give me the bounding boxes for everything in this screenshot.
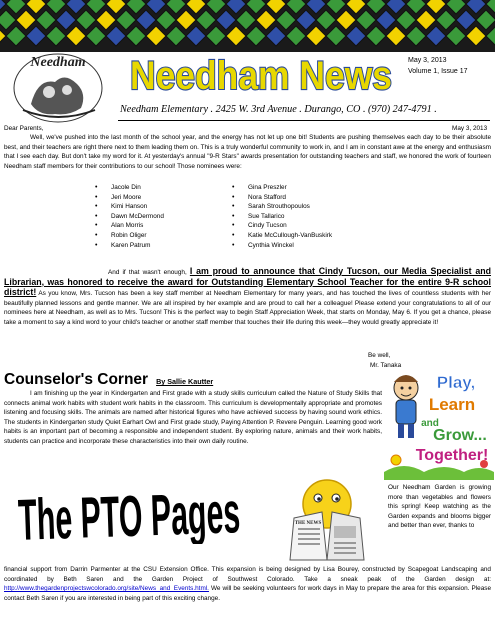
border-diamond (86, 26, 106, 46)
border-diamond (206, 26, 226, 46)
counselor-body (4, 389, 382, 447)
border-diamond (146, 26, 166, 46)
border-diamond (36, 10, 56, 30)
nominee-item: • Jeri Moore (95, 193, 164, 203)
border-diamond (416, 10, 436, 30)
border-diamond (6, 26, 26, 46)
garden-body-start: financial support from Darrin Parmenter at the CSU Extension Office. This expansion is being designed by Lisa Bourey, constructed by Scapegoat Landscaping and coordinated by Beth Saren and the Garden Project of Southwest Colorado. Take a sneak peak of the Garden design at: (4, 566, 491, 583)
border-diamond (106, 26, 126, 46)
border-diamond (286, 26, 306, 46)
border-diamond (166, 26, 186, 46)
border-diamond (196, 10, 216, 30)
nominee-item: • Robin Oliger (95, 231, 164, 241)
garden-body (4, 565, 491, 603)
nominee-item: • Karen Patrum (95, 241, 164, 251)
school-logo (3, 46, 115, 126)
border-diamond (46, 0, 66, 14)
together-word: Together! (415, 447, 489, 464)
border-diamond (276, 10, 296, 30)
issue-date: May 3, 2013 (408, 57, 447, 64)
border-diamond (346, 0, 366, 14)
border-diamond (406, 0, 426, 14)
nominee-item: • Alan Morris (95, 221, 164, 231)
border-diamond (76, 10, 96, 30)
border-diamond (326, 0, 346, 14)
header-diamond-border (0, 0, 495, 52)
border-diamond (426, 26, 446, 46)
nominee-item: • Dawn McDermond (95, 212, 164, 222)
border-diamond (376, 10, 396, 30)
border-diamond (136, 10, 156, 30)
nominee-item: • Jacole Din (95, 183, 164, 193)
border-diamond (406, 26, 426, 46)
nominees-list-left (95, 183, 164, 250)
letter-award-paragraph (4, 267, 491, 328)
and-word: and (421, 418, 439, 429)
border-diamond (346, 26, 366, 46)
border-diamond (176, 10, 196, 30)
border-diamond (46, 26, 66, 46)
nominee-item: • Cindy Tucson (232, 221, 332, 231)
border-diamond (386, 26, 406, 46)
border-diamond (226, 26, 246, 46)
nominee-item: • Katie McCullough-VanBuskirk (232, 231, 332, 241)
garden-design-link[interactable]: http://www.thegardenprojectswcolorado.org/site/News_and_Events.html. (4, 585, 209, 593)
award-body: As you know, Mrs. Tucson has been a key staff member at Needham Elementary for many years, and has touched the lives of countless students with her beautifully planned lessons and gentle manner. We are all inspired by her example and are proud to call her a colleague! Please extend your congratulations to all of our nominees here at Needham, as well as to Mrs. Tucson! This is the perfect way to begin Staff Appreciation Week, that starts on Monday, May 6. If you get a chance, please take a moment to say a kind word to your child's teacher or another staff member that touches their life during this week—they would greatly appreciate it! (4, 290, 491, 326)
border-diamond (236, 10, 256, 30)
nominees-list-right (232, 183, 332, 250)
garden-body-end: We will be seeking volunteers for work days in May to prepare the area for this expansion. Please contact Beth Saren if you are interested in being part of this exciting change. (4, 585, 491, 602)
border-diamond (336, 10, 356, 30)
border-diamond (446, 0, 466, 14)
counselor-title: Counselor's Corner (4, 371, 149, 388)
border-diamond (306, 0, 326, 14)
border-diamond (296, 10, 316, 30)
learn-word: Learn (428, 395, 476, 414)
border-diamond (286, 0, 306, 14)
issue-volume: Volume 1, Issue 17 (408, 68, 468, 75)
issue-info (408, 55, 494, 77)
border-diamond (256, 10, 276, 30)
border-diamond (156, 10, 176, 30)
play-word: Play, (436, 373, 476, 392)
signature: Mr. Tanaka (370, 361, 402, 369)
border-diamond (426, 0, 446, 14)
counselor-body-text: I am finishing up the year in Kindergarten and First grade with a study skills curriculum called the Nature of Study Skills that connects animal work habits with student work habits in the classroom. This curriculum is developmentally appropriate and promotes listening and focusing skills. The animals are named after historical figures who have achieved success by having sound work ethics. The students in Kindergarten study Quiet Earhart Owl and First grade study, Paying Attention P. Revere Penguin. Learning good work habits is an important part of becoming a responsible and independent student. By exploring nature, animals and their work habits, students can practice and incorporate these characteristics into their own daily routine. (4, 390, 382, 445)
border-diamond (186, 0, 206, 14)
border-diamond (436, 10, 456, 30)
award-lead-in: And if that wasn't enough, (108, 269, 190, 276)
letter-date: May 3, 2013 (452, 125, 488, 132)
border-diamond (86, 0, 106, 14)
newspaper-reader-illustration (272, 478, 382, 566)
header-divider (118, 120, 490, 121)
letter-intro-text: Well, we've pushed into the last month of the school year, and the energy has not let up one bit! Students are pushing themselves each day to be their absolute best, and their teachers are right there next to them leading them on. This is a truly wonderful community to work in, and I am in constant awe at the energy and enthusiasm that I see each day. But don't take my word for it. At yesterday's annual "9-R Stars" awards presentation for outstanding teachers and staff, we honored the work of fourteen Needham staff members for their contributions to our school! Those nominees were: (4, 134, 491, 170)
pto-title-text: The PTO (17, 479, 244, 544)
border-diamond (366, 0, 386, 14)
border-diamond (476, 10, 495, 30)
border-diamond (466, 26, 486, 46)
nominee-item: • Sarah Strouthopoulos (232, 202, 332, 212)
border-diamond (0, 10, 16, 30)
border-diamond (326, 26, 346, 46)
border-diamond (126, 0, 146, 14)
border-diamond (66, 26, 86, 46)
play-learn-grow-illustration (384, 368, 494, 480)
nominee-item: • Cynthia Winckel (232, 241, 332, 251)
nominee-item: • Sue Tallarico (232, 212, 332, 222)
border-diamond (466, 0, 486, 14)
border-diamond (216, 10, 236, 30)
counselor-heading (4, 371, 213, 389)
border-diamond (146, 0, 166, 14)
border-diamond (66, 0, 86, 14)
border-diamond (246, 0, 266, 14)
award-highlight: I am proud to announce that Cindy Tucson, our Media Specialist and Librarian, was honored to receive the award for Outstanding Elementary School Teacher for the entire 9-R school district! (4, 266, 491, 298)
border-diamond (446, 26, 466, 46)
border-diamond (6, 0, 26, 14)
border-diamond (186, 26, 206, 46)
border-diamond (96, 10, 116, 30)
border-diamond (16, 10, 36, 30)
border-diamond (316, 10, 336, 30)
pto-pages-title (14, 478, 244, 544)
border-diamond (366, 26, 386, 46)
logo-text: Needham (30, 55, 86, 70)
border-diamond (266, 0, 286, 14)
border-diamond (246, 26, 266, 46)
border-diamond (266, 26, 286, 46)
border-diamond (116, 10, 136, 30)
nominee-item: • Gina Preszler (232, 183, 332, 193)
nominee-item: • Kimi Hanson (95, 202, 164, 212)
closing-text: Be well, (368, 352, 391, 359)
border-diamond (386, 0, 406, 14)
border-diamond (166, 0, 186, 14)
letter-intro (4, 133, 491, 171)
border-diamond (356, 10, 376, 30)
school-address: Needham Elementary . 2425 W. 3rd Avenue . Durango, CO . (970) 247-4791 . (120, 104, 437, 115)
border-diamond (396, 10, 416, 30)
border-diamond (226, 0, 246, 14)
border-diamond (306, 26, 326, 46)
letter-salutation: Dear Parents, (4, 125, 44, 132)
border-diamond (106, 0, 126, 14)
nominee-item: • Nora Stafford (232, 193, 332, 203)
newspaper-label: THE NEWS (294, 521, 322, 526)
border-diamond (26, 0, 46, 14)
grow-word: Grow... (433, 427, 487, 444)
border-diamond (126, 26, 146, 46)
border-diamond (206, 0, 226, 14)
border-diamond (56, 10, 76, 30)
garden-intro: Our Needham Garden is growing more than vegetables and flowers this spring! Keep watching as the Garden expands and blooms bigger and better than ever, thanks to (388, 484, 491, 530)
border-diamond (456, 10, 476, 30)
counselor-byline: By Sallie Kautter (156, 377, 214, 386)
masthead-text: Needham News (130, 54, 392, 96)
border-diamond (26, 26, 46, 46)
masthead-title (126, 52, 396, 96)
